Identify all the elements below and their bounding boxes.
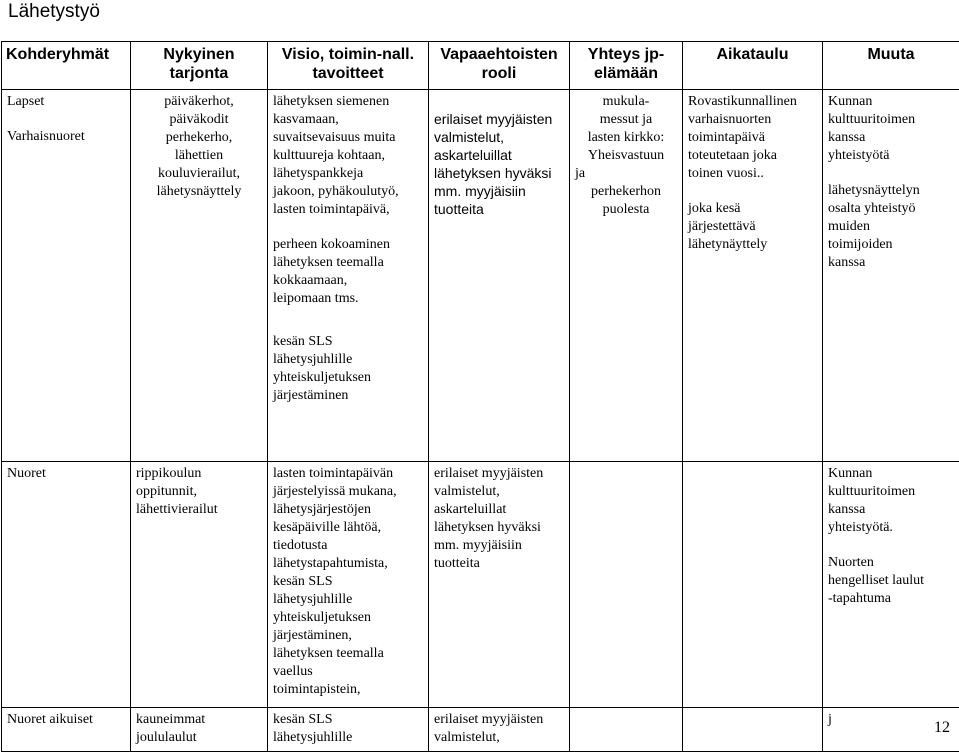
cell-connection (570, 708, 683, 752)
cell-vision: lähetyksen siemenen kasvamaan, suvaitsevaisuus muita kulttuureja kohtaan, lähetyspankkeja jakoon, pyhäkoulutyö, lasten toimintapäivä, perheen kokoaminen lähetyksen teemalla kokkaamaan, leipomaan tms. (268, 90, 429, 330)
cell-target: Nuoret aikuiset (2, 708, 131, 752)
cell-connection (570, 462, 683, 708)
header-schedule: Aikataulu (683, 42, 823, 90)
table-row-lapset (2, 90, 959, 330)
cell-schedule (683, 462, 823, 708)
cell-target: Lapset Varhaisnuoret (2, 90, 131, 330)
page-title: Lähetystyö (8, 1, 100, 23)
table-row-nuoret (2, 462, 959, 708)
cell-other: Kunnan kulttuuritoimen kanssa yhteistyötä lähetysnäyttelyn osalta yhteistyö muiden toimijoiden kanssa (823, 90, 959, 330)
cell-connection: mukula- messut ja lasten kirkko: Yheisvastuun ja perhekerhon puolesta (570, 90, 683, 330)
cell-vision: lasten toimintapäivän järjestelyissä mukana, lähetysjärjestöjen kesäpäiville lähtöä, tiedotusta lähetystapahtumista, kesän SLS lähetysjuhlille yhteiskuljetuksen järjestäminen, lähetyksen teemalla vaellus toimintapistein, (268, 462, 429, 708)
table-row-nuoret-aikuiset (2, 708, 959, 752)
header-row (2, 42, 959, 90)
cell-vision-cont: kesän SLS lähetysjuhlille yhteiskuljetuksen järjestäminen (268, 330, 429, 462)
cell-schedule (683, 708, 823, 752)
cell-other: j (823, 708, 959, 752)
table-row-lapset-cont (2, 330, 959, 462)
header-vision: Visio, toimin-nall. tavoitteet (268, 42, 429, 90)
mission-table (1, 41, 959, 752)
header-other: Muuta (823, 42, 959, 90)
page-number: 12 (934, 719, 950, 737)
header-current-offer: Nykyinen tarjonta (131, 42, 268, 90)
cell-vision: kesän SLS lähetysjuhlille (268, 708, 429, 752)
cell-schedule: Rovastikunnallinen varhaisnuorten toimintapäivä toteutetaan joka toinen vuosi.. joka kesä järjestettävä lähetynäyttely (683, 90, 823, 330)
header-connection: Yhteys jp-elämään (570, 42, 683, 90)
cell-volunteers: erilaiset myyjäisten valmistelut, (429, 708, 570, 752)
cell-offer: kauneimmat joululaulut (131, 708, 268, 752)
header-target-groups: Kohderyhmät (2, 42, 131, 90)
cell-offer: rippikoulun oppitunnit, lähettivierailut (131, 462, 268, 708)
cell-offer: päiväkerhot, päiväkodit perhekerho, lähettien kouluvierailut, lähetysnäyttely (131, 90, 268, 330)
cell-volunteers: erilaiset myyjäisten valmistelut, askarteluillat lähetyksen hyväksi mm. myyjäisiin tuotteita (429, 90, 570, 330)
cell-volunteers: erilaiset myyjäisten valmistelut, askarteluillat lähetyksen hyväksi mm. myyjäisiin tuotteita (429, 462, 570, 708)
cell-target: Nuoret (2, 462, 131, 708)
header-volunteer-role: Vapaaehtoisten rooli (429, 42, 570, 90)
cell-other: Kunnan kulttuuritoimen kanssa yhteistyötä. Nuorten hengelliset laulut -tapahtuma (823, 462, 959, 708)
